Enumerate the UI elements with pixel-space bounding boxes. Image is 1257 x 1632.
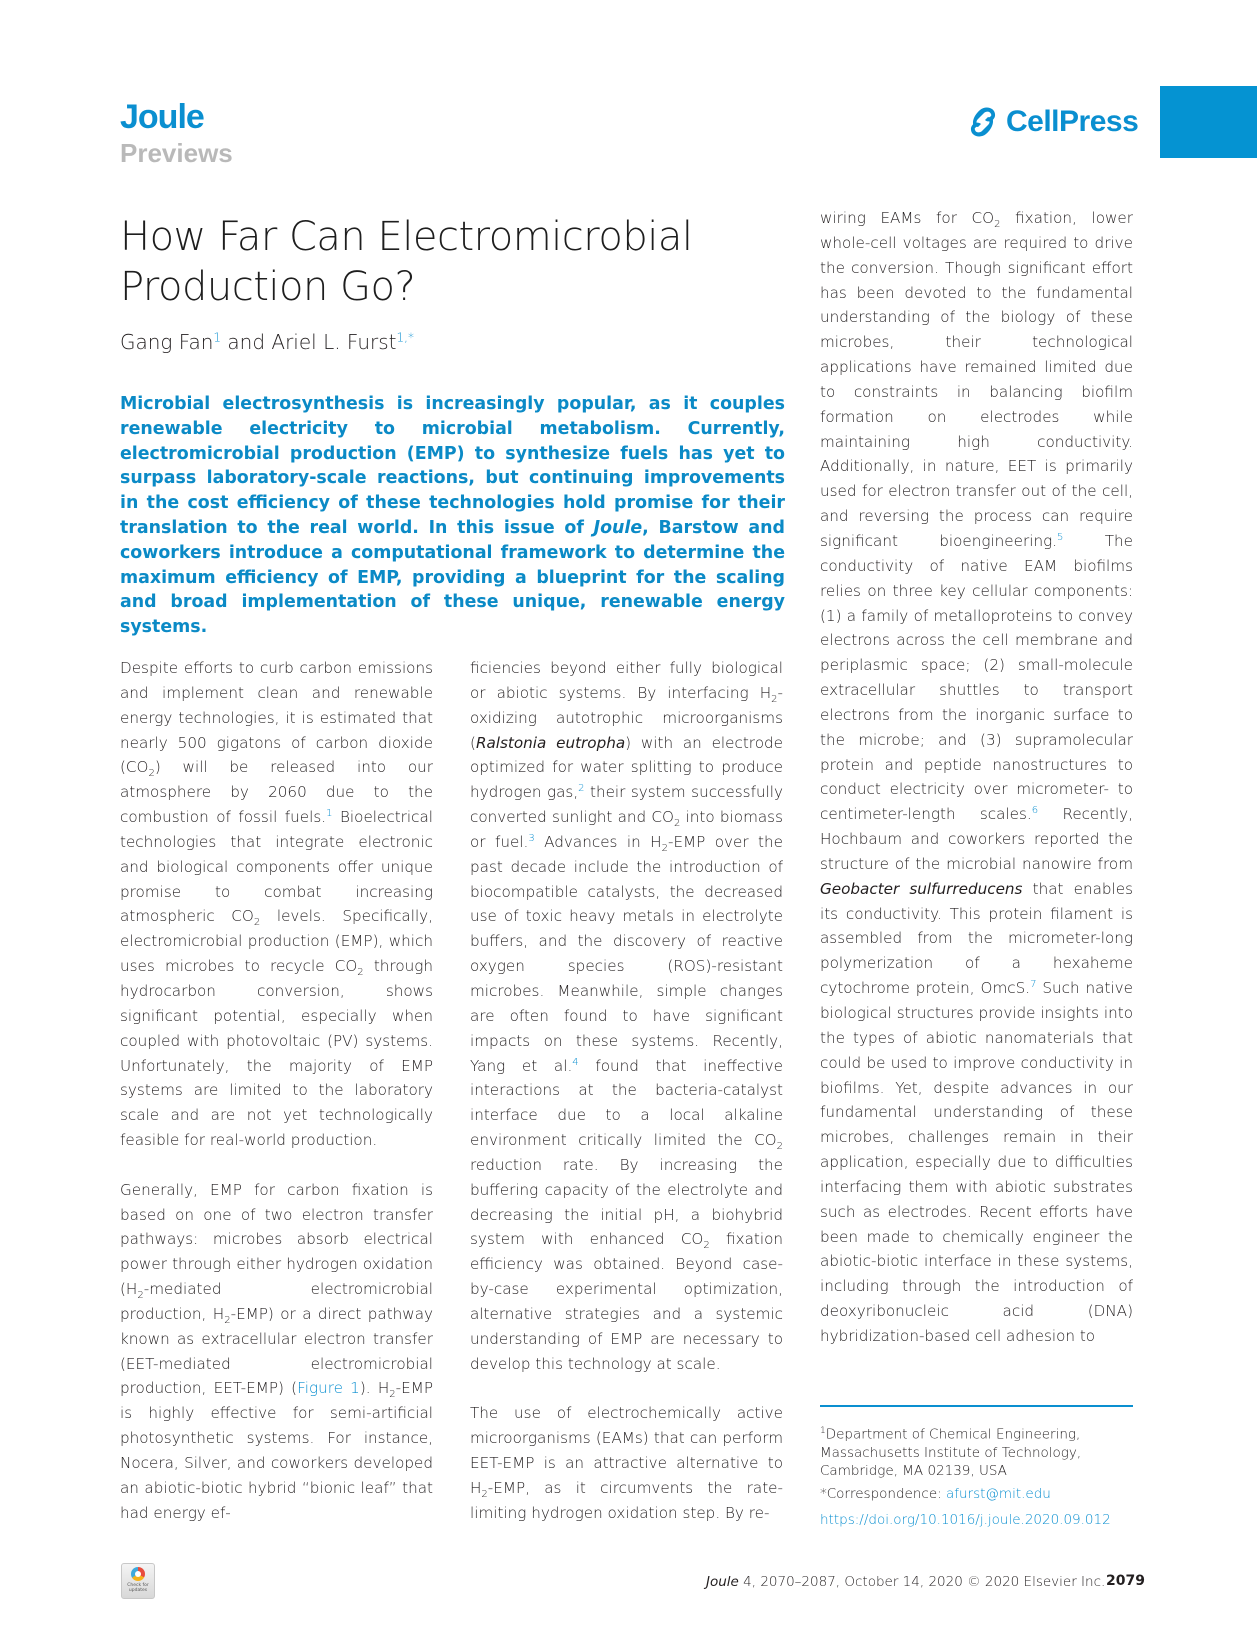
reference-link[interactable]: 1 [326,808,333,819]
reference-link[interactable]: 6 [1031,805,1039,817]
figure-link[interactable]: Figure 1 [297,1379,360,1398]
footnote-divider [820,1405,1133,1407]
journal-name: Joule [120,98,204,136]
body-column-3 [820,206,1133,1349]
paragraph: Generally, EMP for carbon fixation is based on one of two electron transfer pathways: microbes absorb electrical power through either hydrogen oxidation ($H_2$-mediated electromicrobial production, $H_2-EMP$) or a direct pathway known as extracellular electron transfer (EET-mediated electromicrobial production, EET-EMP) (Figure 1). $H_2$-EMP is highly effective for semi-artificial photosynthetic systems. For instance, Nocera, Silver, and coworkers developed an abiotic-biotic hybrid “bionic leaf” that had energy ef- [120,1180,433,1522]
body-column-2 [470,656,783,1526]
doi-link[interactable]: https://doi.org/10.1016/j.joule.2020.09.012 [820,1512,1111,1528]
affiliation: $^1$Department of Chemical Engineering, Massachusetts Institute of Technology, Cambridge, MA 02139, USA [820,1426,1082,1479]
section-name: Previews [120,138,233,168]
author-name[interactable]: Gang Fan [120,330,214,354]
correspondence: *Correspondence: afurst@mit.edu [820,1486,1051,1502]
author-name[interactable]: Ariel L. Furst [271,330,397,354]
paragraph: The use of electrochemically active microorganisms (EAMs) that can perform EET-EMP is an attractive alternative to $H_2$-EMP, as it circumvents the rate-limiting hydrogen oxidation step. By re- [470,1404,783,1522]
correspondence-email-link[interactable]: afurst@mit.edu [945,1486,1051,1502]
journal-italic: Joule [593,517,643,538]
abstract: Microbial electrosynthesis is increasingly popular, as it couples renewable electricity to microbial metabolism. Currently, electromicrobial production (EMP) to synthesize fuels has yet to surpass laboratory-scale reactions, but continuing improvements in the cost efficiency of these technologies hold promise for their translation to the real world. In this issue of Joule, Barstow and coworkers introduce a computational framework to determine the maximum efficiency of EMP, providing a blueprint for the scaling and broad implementation of these unique, renewable energy systems. [120,394,785,638]
body-column-1 [120,656,433,1526]
affiliation-mark[interactable]: 1,* [396,330,414,345]
reference-link[interactable]: 3 [528,832,535,844]
reference-link[interactable]: 4 [572,1056,579,1068]
cellpress-logo[interactable] [966,106,1138,138]
species-name: Ralstonia eutropha [475,733,626,752]
article-title: How Far Can Electromicrobial Production Go? [120,214,693,310]
check-for-updates-button[interactable]: Check for updates [121,1563,155,1599]
species-name: Geobacter sulfurreducens [820,879,1023,898]
author-join: and [227,330,266,354]
cellpress-wordmark: CellPress [1006,105,1139,138]
reference-link[interactable]: 5 [1057,531,1064,543]
reference-link[interactable]: 2 [578,783,585,795]
reference-link[interactable]: 7 [1030,979,1037,991]
paragraph: ficiencies beyond either fully biological or abiotic systems. By interfacing $H_2$-oxidizing autotrophic microorganisms (Ralstonia eutropha) with an electrode optimized for water splitting to produce hydrogen gas,$^2$ their system successfully converted sunlight and $CO_2$ into biomass or fuel.$^3$ Advances in $H_2$-EMP over the past decade include the introduction of biocompatible catalysts, the decreased use of toxic heavy metals in electrolyte buffers, and the discovery of reactive oxygen species (ROS)-resistant microbes. Meanwhile, simple changes are often found to have significant impacts on these systems. Recently, Yang et al.$^4$ found that ineffective interactions at the bacteria-catalyst interface due to a local alkaline environment critically limited the $CO_2$ reduction rate. By increasing the buffering capacity of the electrolyte and decreasing the initial pH, a biohybrid system with enhanced $CO_2$ fixation efficiency was obtained. Beyond case-by-case experimental optimization, alternative strategies and a systemic understanding of EMP are necessary to develop this technology at scale. [470,659,783,1373]
paragraph: wiring EAMs for $CO_2$ fixation, lower whole-cell voltages are required to drive the conversion. Though significant effort has been devoted to the fundamental understanding of the biology of these microbes, their technological applications have remained limited due to constraints in balancing biofilm formation on electrodes while maintaining high conductivity. Additionally, in nature, EET is primarily used for electron transfer out of the cell, and reversing the process can require significant bioengineering.$^5$ The conductivity of native EAM biofilms relies on three key cellular components: (1) a family of metalloproteins to convey electrons across the cell membrane and periplasmic space; (2) small-molecule extracellular shuttles to transport electrons from the inorganic surface to the microbe; and (3) supramolecular protein and peptide nanostructures to conduct electricity over micrometer- to centimeter-length scales.$^6$ Recently, Hochbaum and coworkers reported the structure of the microbial nanowire from Geobacter sulfurreducens that enables its conductivity. This protein filament is assembled from the micrometer-long polymerization of a hexaheme cytochrome protein, OmcS.$^7$ Such native biological structures provide insights into the types of abiotic nanomaterials that could be used to improve conductivity in biofilms. Yet, despite advances in our fundamental understanding of these microbes, challenges remain in their application, especially due to difficulties interfacing them with abiotic substrates such as electrodes. Recent efforts have been made to chemically engineer the abiotic-biotic interface in these systems, including through the introduction of deoxyribonucleic acid (DNA) hybridization-based cell adhesion to [820,209,1134,1345]
section-color-tab [1160,86,1257,158]
page-number: 2079 [1106,1573,1145,1589]
footer-citation: Joule 4, 2070–2087, October 14, 2020 © 2020 Elsevier Inc. [706,1574,1106,1590]
check-updates-icon [131,1567,145,1581]
cellpress-link-icon [966,106,1000,138]
affiliation-mark[interactable]: 1 [213,330,222,345]
author-list [120,330,414,354]
paragraph: Despite efforts to curb carbon emissions and implement clean and renewable energy technologies, it is estimated that nearly 500 gigatons of carbon dioxide $(CO_2)$ will be released into our atmosphere by 2060 due to the combustion of fossil fuels.$^1$ Bioelectrical technologies that integrate electronic and biological components offer unique promise to combat increasing atmospheric $CO_2$ levels. Specifically, electromicrobial production (EMP), which uses microbes to recycle $CO_2$ through hydrocarbon conversion, shows significant potential, especially when coupled with photovoltaic (PV) systems. Unfortunately, the majority of EMP systems are limited to the laboratory scale and are not yet technologically feasible for real-world production. [120,659,433,1150]
